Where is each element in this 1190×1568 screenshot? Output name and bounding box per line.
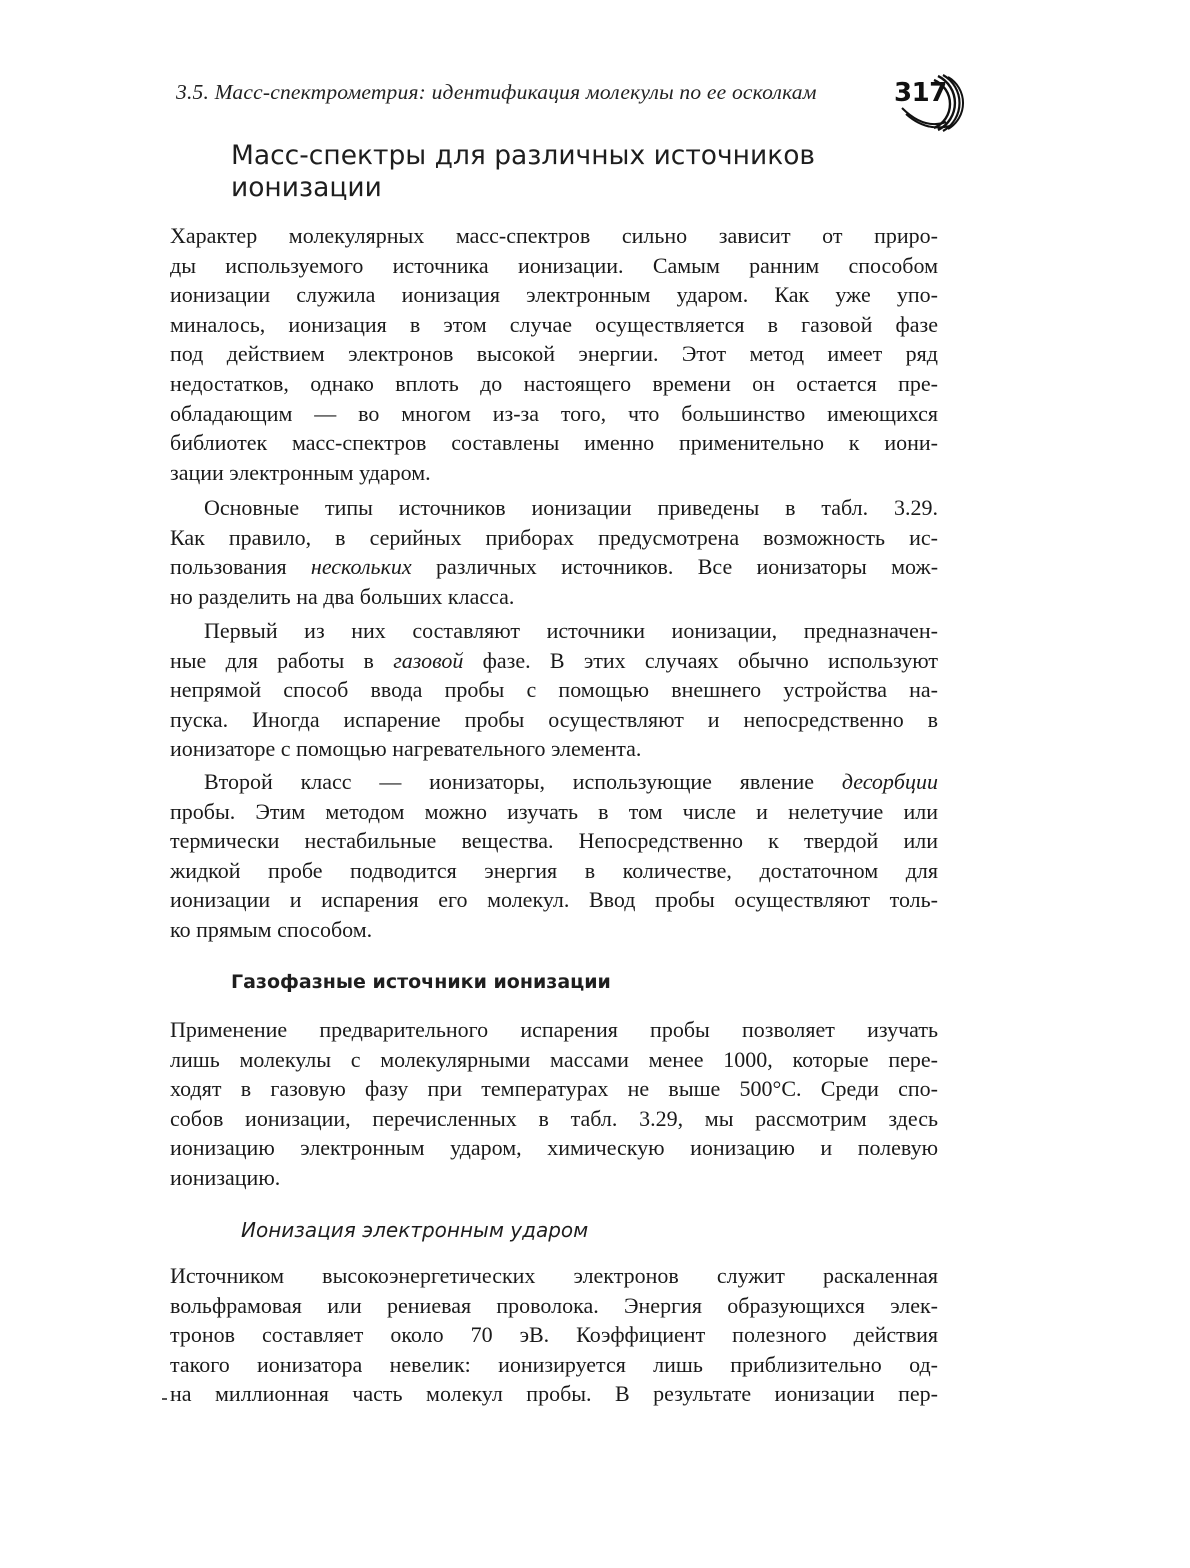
paragraph-line: непрямой способ ввода пробы с помощью внешнего устройства на- [170,677,938,703]
paragraph-line: ионизацию электронным ударом, химическую ионизацию и полевую [170,1135,938,1161]
paragraph-line: миналось, ионизация в этом случае осуществляется в газовой фазе [170,311,938,337]
section-title-line-1: Масс-спектры для различных источников [231,140,816,171]
paragraph-4 [170,767,938,945]
paragraph-3 [170,616,938,764]
paragraph-line: Применение предварительного испарения пробы позволяет изучать [170,1017,938,1042]
paragraph-line: библиотек масс-спектров составлены именно применительно к иони- [170,430,938,456]
section-title-line-2: ионизации [231,172,382,203]
paragraph-line: тронов составляет около 70 эВ. Коэффициент полезного действия [170,1322,938,1348]
scan-speck [162,1398,167,1400]
paragraph-1 [170,221,938,487]
emphasis-text: нескольких [310,554,412,580]
paragraph-line: жидкой пробе подводится энергия в количестве, достаточном для [170,857,938,883]
paragraph-line: ионизации служила ионизация электронным ударом. Как уже упо- [170,282,938,308]
paragraph-line-mixed [170,646,938,676]
paragraph-line: Как правило, в серийных приборах предусмотрена возможность ис- [170,524,938,550]
paragraph-line: Характер молекулярных масс-спектров сильно зависит от приро- [170,223,938,248]
paragraph-line-mixed [170,552,938,582]
page-number: 317 [894,78,947,108]
paragraph-line: Основные типы источников ионизации приведены в табл. 3.29. [204,495,938,520]
paragraph-line: термически нестабильные вещества. Непосредственно к твердой или [170,828,938,854]
paragraph-5 [170,1015,938,1193]
emphasis-text: десорбции [841,769,938,794]
subsection-title: Газофазные источники ионизации [231,971,611,993]
paragraph-line: но разделить на два больших класса. [170,583,515,609]
paragraph-line: под действием электронов высокой энергии. Этот метод имеет ряд [170,341,938,367]
paragraph-line: ионизацию. [170,1164,281,1190]
paragraph-line: ходят в газовую фазу при температурах не выше 500°С. Среди спо- [170,1076,938,1102]
paragraph-line: лишь молекулы с молекулярными массами менее 1000, которые пере- [170,1046,938,1072]
paragraph-line: Источником высокоэнергетических электронов служит раскаленная [170,1263,938,1288]
running-header: 3.5. Масс-спектрометрия: идентификация молекулы по ее осколкам [176,80,817,104]
paragraph-line: ко прямым способом. [170,916,373,942]
text-run: пользования [170,554,287,580]
paragraph-6 [170,1261,938,1409]
page-number-badge [894,72,966,132]
text-run: различных источников. Все ионизаторы мож- [435,554,939,580]
paragraph-line-mixed [170,767,938,797]
paragraph-line: обладающим — во многом из-за того, что большинство имеющихся [170,400,938,426]
paragraph-line: Первый из них составляют источники ионизации, предназначен- [204,618,938,643]
paragraph-line: ионизаторе с помощью нагревательного элемента. [170,736,642,762]
paragraph-line: ды используемого источника ионизации. Самым ранним способом [170,252,938,278]
subsubsection-title: Ионизация электронным ударом [241,1218,589,1242]
emphasis-text: газовой [393,647,464,673]
text-run: Второй класс — ионизаторы, использующие явление [204,769,815,794]
paragraph-line: вольфрамовая или рениевая проволока. Энергия образующихся элек- [170,1292,938,1318]
page-number-arcs-icon [894,72,966,132]
paragraph-line: ионизации и испарения его молекул. Ввод пробы осуществляют толь- [170,887,938,913]
paragraph-line: собов ионизации, перечисленных в табл. 3.29, мы рассмотрим здесь [170,1105,938,1131]
text-run: фазе. В этих случаях обычно используют [482,647,939,673]
paragraph-line: такого ионизатора невелик: ионизируется лишь приблизительно од- [170,1351,938,1377]
paragraph-line: на миллионная часть молекул пробы. В результате ионизации пер- [170,1381,938,1407]
paragraph-line: пробы. Этим методом можно изучать в том числе и нелетучие или [170,798,938,824]
section-title [231,140,891,204]
paragraph-line: недостатков, однако вплоть до настоящего времени он остается пре- [170,370,938,396]
paragraph-line: зации электронным ударом. [170,459,431,485]
paragraph-line: пуска. Иногда испарение пробы осуществляют и непосредственно в [170,706,938,732]
text-run: ные для работы в [170,647,374,673]
paragraph-2 [170,493,938,611]
